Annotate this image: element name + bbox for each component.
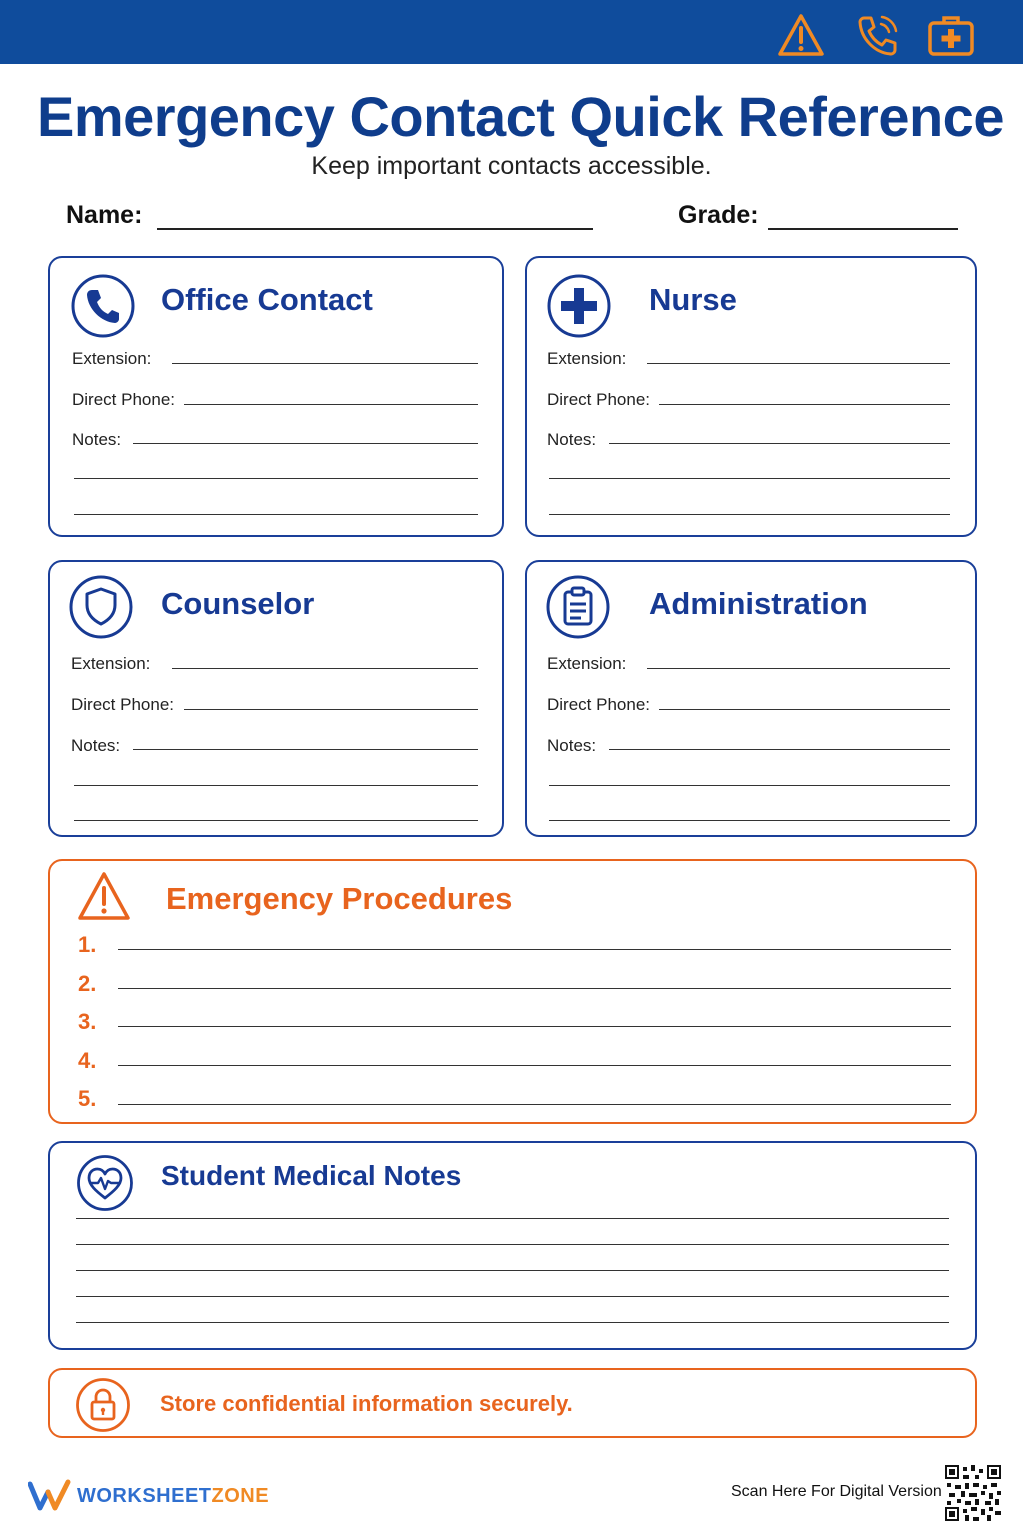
extension-label: Extension: <box>547 349 627 368</box>
page-title: Emergency Contact Quick Reference <box>37 85 1004 148</box>
phone-icon <box>70 273 136 339</box>
direct-phone-field[interactable] <box>184 404 478 405</box>
card-title: Administration <box>649 586 868 621</box>
step-number: 2. <box>78 971 97 996</box>
counselor-card <box>48 560 504 837</box>
step-number: 3. <box>78 1009 97 1034</box>
direct-phone-field[interactable] <box>659 404 950 405</box>
name-label: Name: <box>66 201 143 229</box>
direct-phone-label: Direct Phone: <box>71 695 174 714</box>
phone-icon <box>853 10 903 60</box>
extension-field[interactable] <box>172 363 478 364</box>
notes-line[interactable] <box>549 514 950 515</box>
medical-notes-title: Student Medical Notes <box>161 1160 462 1191</box>
notes-field[interactable] <box>133 749 478 750</box>
medical-cross-icon <box>546 273 612 339</box>
worksheetzone-logo-icon <box>28 1478 72 1512</box>
medical-notes-line[interactable] <box>76 1218 949 1219</box>
step-number: 1. <box>78 932 97 957</box>
procedure-step-field[interactable] <box>118 1026 951 1027</box>
notes-label: Notes: <box>71 736 121 755</box>
qr-code-icon[interactable] <box>945 1465 1001 1521</box>
medical-notes-line[interactable] <box>76 1270 949 1271</box>
first-aid-kit-icon <box>926 10 976 60</box>
direct-phone-field[interactable] <box>659 709 950 710</box>
card-title: Office Contact <box>161 282 373 317</box>
brand-name <box>77 1485 269 1508</box>
clipboard-icon <box>545 574 611 640</box>
medical-notes-card <box>48 1141 977 1350</box>
nurse-card <box>525 256 977 537</box>
lock-icon <box>75 1377 131 1433</box>
grade-label: Grade: <box>678 201 759 229</box>
extension-field[interactable] <box>172 668 478 669</box>
direct-phone-field[interactable] <box>184 709 478 710</box>
scan-text: Scan Here For Digital Version <box>731 1483 942 1500</box>
office-contact-card <box>48 256 504 537</box>
extension-label: Extension: <box>72 349 152 368</box>
notes-line[interactable] <box>74 785 478 786</box>
notes-label: Notes: <box>547 736 597 755</box>
confidential-banner <box>48 1368 977 1438</box>
direct-phone-label: Direct Phone: <box>547 390 650 409</box>
heart-pulse-icon <box>76 1154 134 1212</box>
brand-name-part1: WORKSHEET <box>77 1485 212 1507</box>
procedure-step-field[interactable] <box>118 1065 951 1066</box>
emergency-procedures-card <box>48 859 977 1124</box>
warning-icon <box>776 10 826 60</box>
card-title: Nurse <box>649 282 737 317</box>
step-number: 5. <box>78 1086 97 1111</box>
administration-card <box>525 560 977 837</box>
page-subtitle: Keep important contacts accessible. <box>311 152 712 180</box>
extension-field[interactable] <box>647 668 950 669</box>
notes-line[interactable] <box>549 478 950 479</box>
confidential-text: Store confidential information securely. <box>160 1391 573 1416</box>
notes-field[interactable] <box>609 443 950 444</box>
grade-field[interactable] <box>768 228 958 230</box>
name-field[interactable] <box>157 228 593 230</box>
medical-notes-line[interactable] <box>76 1244 949 1245</box>
notes-line[interactable] <box>74 820 478 821</box>
notes-field[interactable] <box>609 749 950 750</box>
direct-phone-label: Direct Phone: <box>72 390 175 409</box>
direct-phone-label: Direct Phone: <box>547 695 650 714</box>
medical-notes-line[interactable] <box>76 1322 949 1323</box>
extension-label: Extension: <box>547 654 627 673</box>
medical-notes-line[interactable] <box>76 1296 949 1297</box>
brand-name-part2: ZONE <box>211 1485 270 1507</box>
step-number: 4. <box>78 1048 97 1073</box>
extension-field[interactable] <box>647 363 950 364</box>
warning-icon <box>76 869 132 923</box>
notes-line[interactable] <box>74 478 478 479</box>
procedure-step-field[interactable] <box>118 949 951 950</box>
procedure-step-field[interactable] <box>118 1104 951 1105</box>
notes-field[interactable] <box>133 443 478 444</box>
card-title: Counselor <box>161 586 315 621</box>
notes-line[interactable] <box>549 820 950 821</box>
notes-label: Notes: <box>547 430 597 449</box>
extension-label: Extension: <box>71 654 151 673</box>
notes-line[interactable] <box>549 785 950 786</box>
procedures-title: Emergency Procedures <box>166 881 513 916</box>
notes-label: Notes: <box>72 430 122 449</box>
notes-line[interactable] <box>74 514 478 515</box>
procedure-step-field[interactable] <box>118 988 951 989</box>
shield-icon <box>68 574 134 640</box>
